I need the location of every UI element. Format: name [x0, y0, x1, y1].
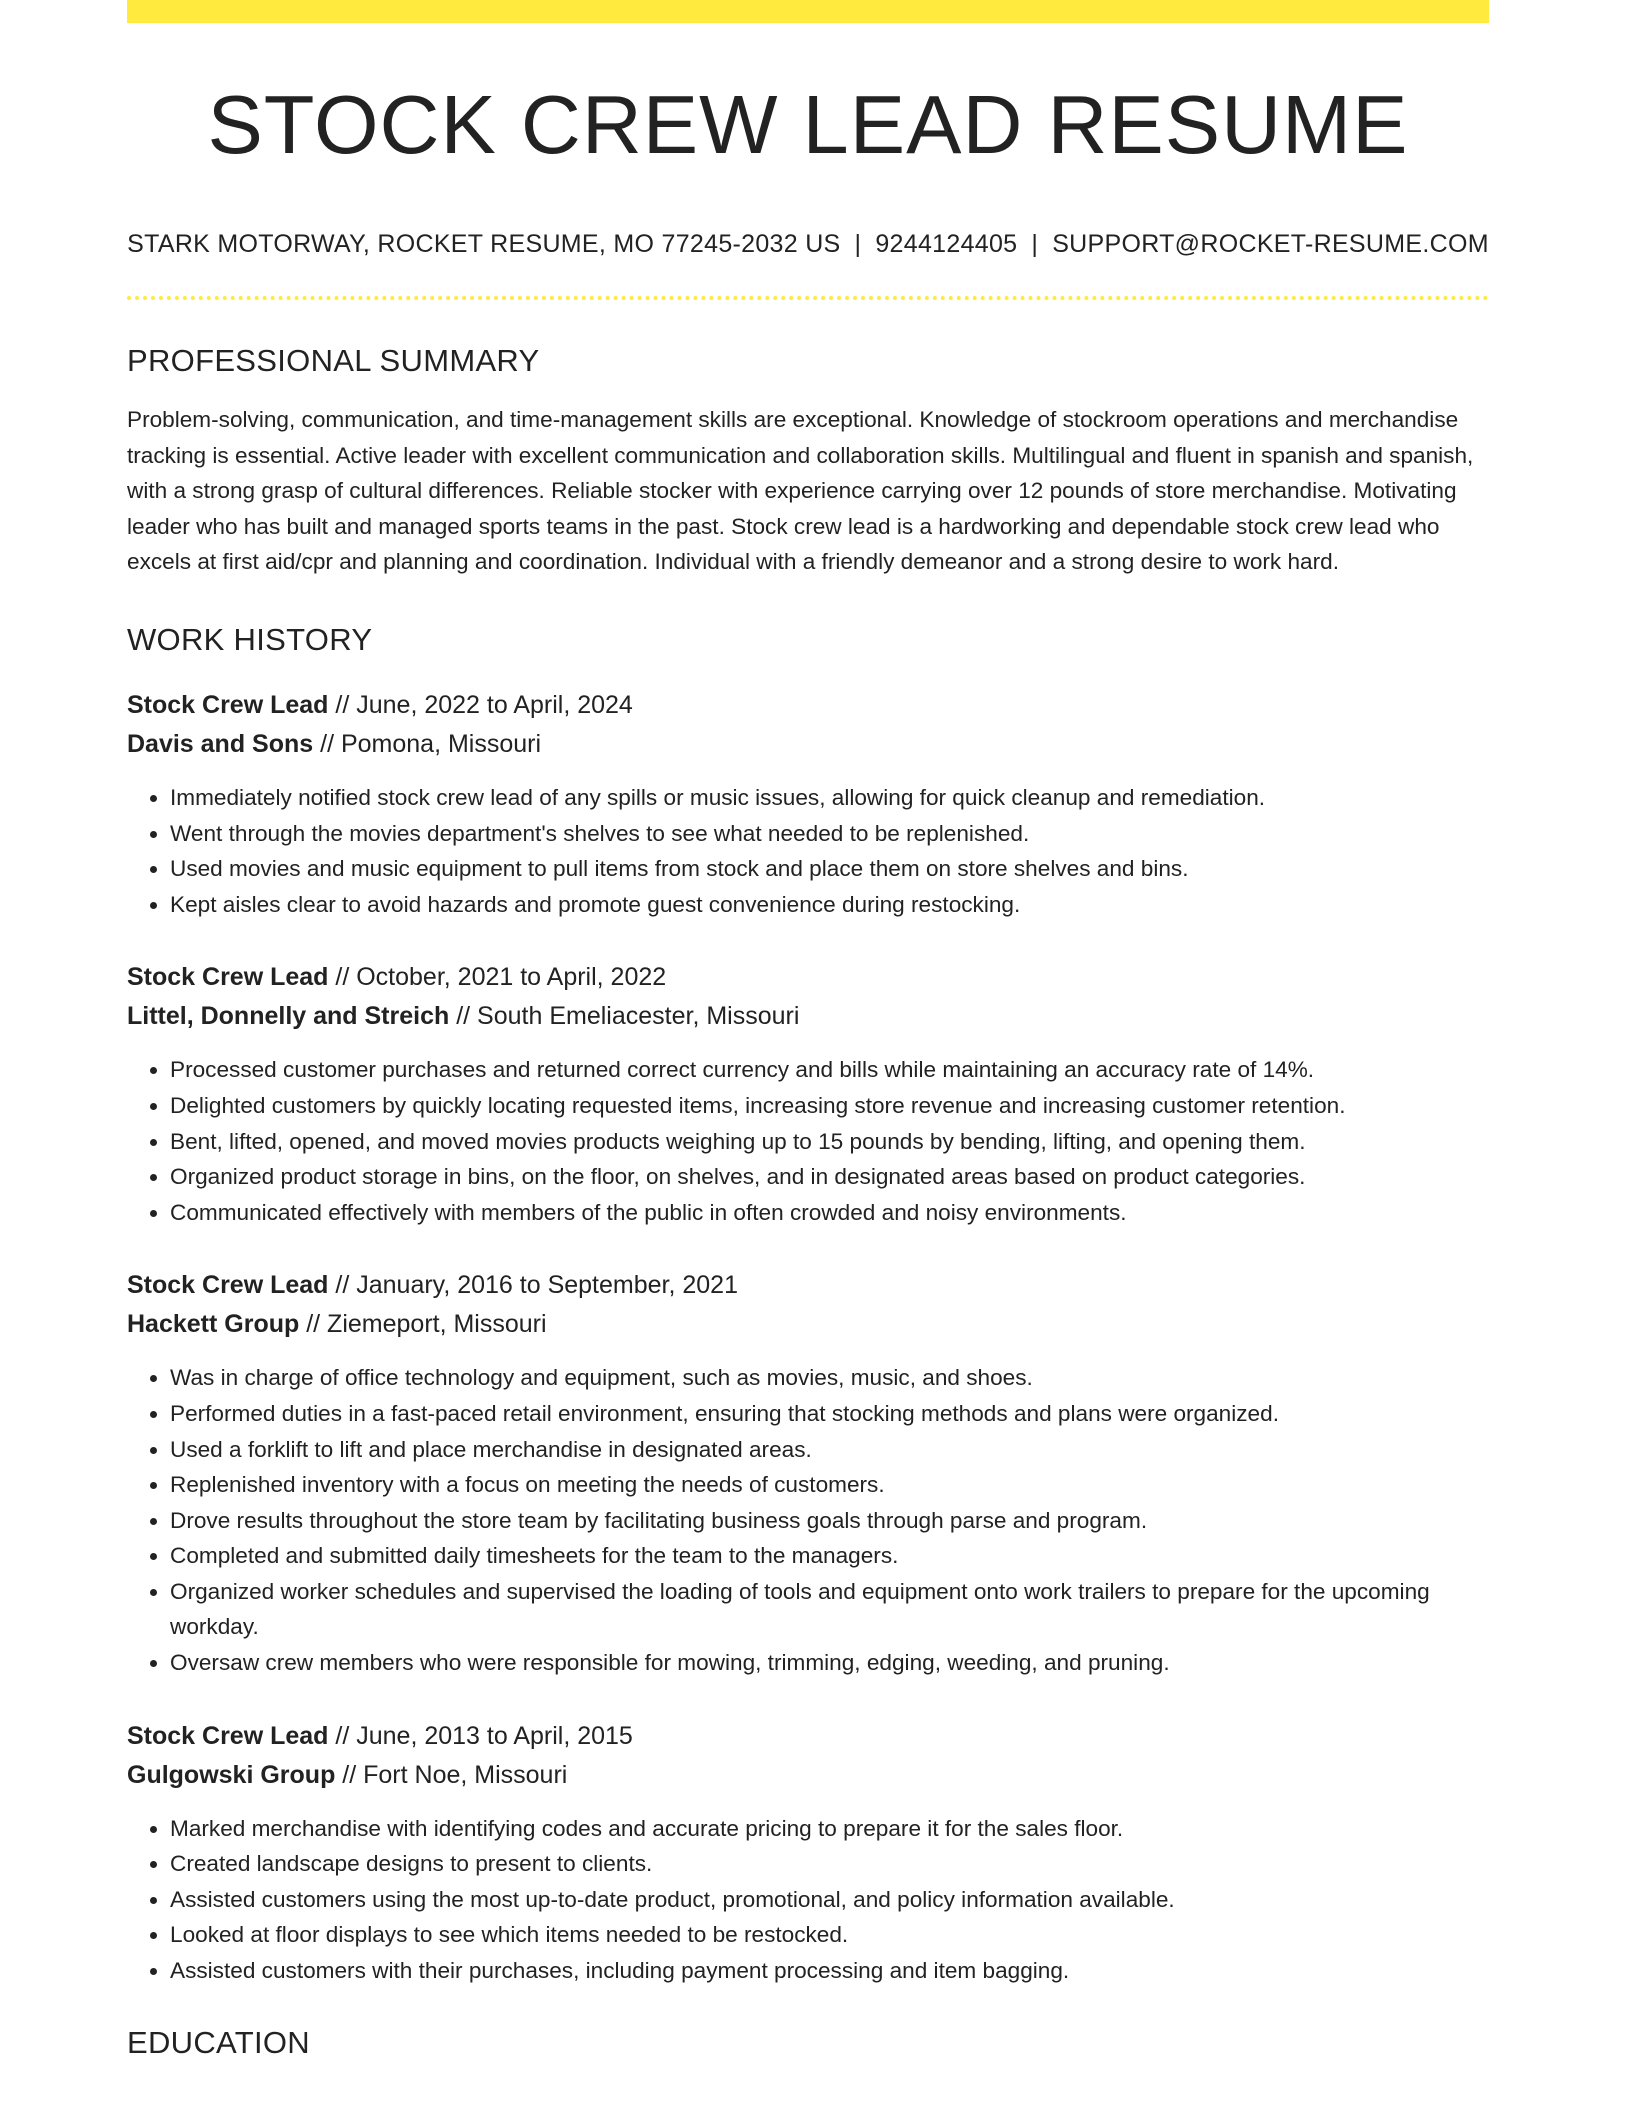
job-company-line [127, 725, 1489, 764]
job-bullet: • Replenished inventory with a focus on meeting the needs of customers. [170, 1467, 1489, 1503]
resume-page [127, 0, 1489, 2061]
education-section-title: EDUCATION [127, 2024, 310, 2060]
job-bullet: • Completed and submitted daily timesheets for the team to the managers. [170, 1538, 1489, 1574]
accent-top-bar [127, 0, 1489, 23]
contact-separator: | [1031, 230, 1039, 258]
work-history-section-title: WORK HISTORY [127, 621, 373, 657]
contact-email: SUPPORT@ROCKET-RESUME.COM [1052, 230, 1489, 258]
job-role-line [127, 1266, 1489, 1305]
job-location: // Pomona, Missouri [313, 729, 542, 758]
job-bullet: • Bent, lifted, opened, and moved movies products weighing up to 15 pounds by bending, lifting, and opening them. [170, 1124, 1489, 1160]
job-entry [127, 1717, 1489, 1989]
job-role: Stock Crew Lead [127, 963, 329, 992]
job-company: Gulgowski Group [127, 1760, 336, 1789]
job-dates: // June, 2013 to April, 2015 [328, 1721, 633, 1750]
summary-section-title: PROFESSIONAL SUMMARY [127, 343, 540, 378]
dotted-divider [127, 296, 1489, 300]
job-bullet: • Marked merchandise with identifying codes and accurate pricing to prepare it for the sales floor. [170, 1811, 1489, 1847]
job-role-line [127, 686, 1489, 725]
job-bullet: • Performed duties in a fast-paced retail environment, ensuring that stocking methods and plans were organized. [170, 1396, 1489, 1432]
contact-line [127, 230, 1489, 259]
job-role-line [127, 1717, 1489, 1756]
job-bullet: • Was in charge of office technology and equipment, such as movies, music, and shoes. [170, 1360, 1489, 1396]
job-bullet: • Delighted customers by quickly locating requested items, increasing store revenue and increasing customer retention. [170, 1088, 1489, 1124]
job-company-line [127, 1305, 1489, 1344]
job-location: // Ziemeport, Missouri [299, 1310, 547, 1339]
job-bullet: • Assisted customers with their purchases, including payment processing and item bagging. [170, 1953, 1489, 1989]
job-company-line [127, 997, 1489, 1036]
job-bullet: • Processed customer purchases and returned correct currency and bills while maintaining an accuracy rate of 14%. [170, 1052, 1489, 1088]
job-bullets [127, 1360, 1489, 1680]
job-bullet: • Went through the movies department's shelves to see what needed to be replenished. [170, 816, 1489, 852]
job-location: // Fort Noe, Missouri [335, 1760, 568, 1789]
job-dates: // October, 2021 to April, 2022 [328, 963, 667, 992]
contact-address: STARK MOTORWAY, ROCKET RESUME, MO 77245-2032 US [127, 230, 841, 258]
job-role: Stock Crew Lead [127, 1721, 329, 1750]
job-bullets [127, 1052, 1489, 1230]
job-entry [127, 686, 1489, 922]
job-bullet: • Created landscape designs to present to clients. [170, 1846, 1489, 1882]
job-role: Stock Crew Lead [127, 1271, 329, 1300]
job-bullets [127, 780, 1489, 922]
job-bullet: • Used a forklift to lift and place merchandise in designated areas. [170, 1432, 1489, 1468]
job-dates: // June, 2022 to April, 2024 [328, 690, 633, 719]
job-company: Hackett Group [127, 1310, 300, 1339]
job-bullet: • Used movies and music equipment to pull items from stock and place them on store shelves and bins. [170, 851, 1489, 887]
summary-text: Problem-solving, communication, and time-management skills are exceptional. Knowledge of stockroom operations and merchandise tracking is essential. Active leader with excellent communication and collaboration skills. Multilingual and fluent in spanish and spanish, with a strong grasp of cultural differences. Reliable stocker with experience carrying over 12 pounds of store merchandise. Motivating leader who has built and managed sports teams in the past. Stock crew lead is a hardworking and dependable stock crew lead who excels at first aid/cpr and planning and coordination. Individual with a friendly demeanor and a strong desire to work hard. [127, 407, 1474, 575]
job-bullet: • Looked at floor displays to see which items needed to be restocked. [170, 1917, 1489, 1953]
job-role: Stock Crew Lead [127, 690, 329, 719]
contact-phone: 9244124405 [875, 230, 1018, 258]
job-bullet: • Drove results throughout the store team by facilitating business goals through parse and program. [170, 1503, 1489, 1539]
job-entry [127, 958, 1489, 1230]
job-bullet: • Communicated effectively with members of the public in often crowded and noisy environments. [170, 1195, 1489, 1231]
job-company: Davis and Sons [127, 729, 314, 758]
job-company-line [127, 1756, 1489, 1795]
job-company: Littel, Donnelly and Streich [127, 1002, 450, 1031]
job-dates: // January, 2016 to September, 2021 [328, 1271, 738, 1300]
job-bullet: • Organized worker schedules and supervised the loading of tools and equipment onto work trailers to prepare for the upcoming workday. [170, 1574, 1489, 1645]
job-role-line [127, 958, 1489, 997]
resume-title: STOCK CREW LEAD RESUME [207, 78, 1409, 171]
job-bullets [127, 1811, 1489, 1989]
job-bullet: • Assisted customers using the most up-to-date product, promotional, and policy information available. [170, 1882, 1489, 1918]
contact-separator: | [854, 230, 862, 258]
job-entry [127, 1266, 1489, 1680]
job-location: // South Emeliacester, Missouri [449, 1002, 800, 1031]
job-bullet: • Organized product storage in bins, on the floor, on shelves, and in designated areas based on product categories. [170, 1159, 1489, 1195]
job-bullet: • Immediately notified stock crew lead of any spills or music issues, allowing for quick cleanup and remediation. [170, 780, 1489, 816]
job-bullet: • Kept aisles clear to avoid hazards and promote guest convenience during restocking. [170, 887, 1489, 923]
job-bullet: • Oversaw crew members who were responsible for mowing, trimming, edging, weeding, and pruning. [170, 1645, 1489, 1681]
